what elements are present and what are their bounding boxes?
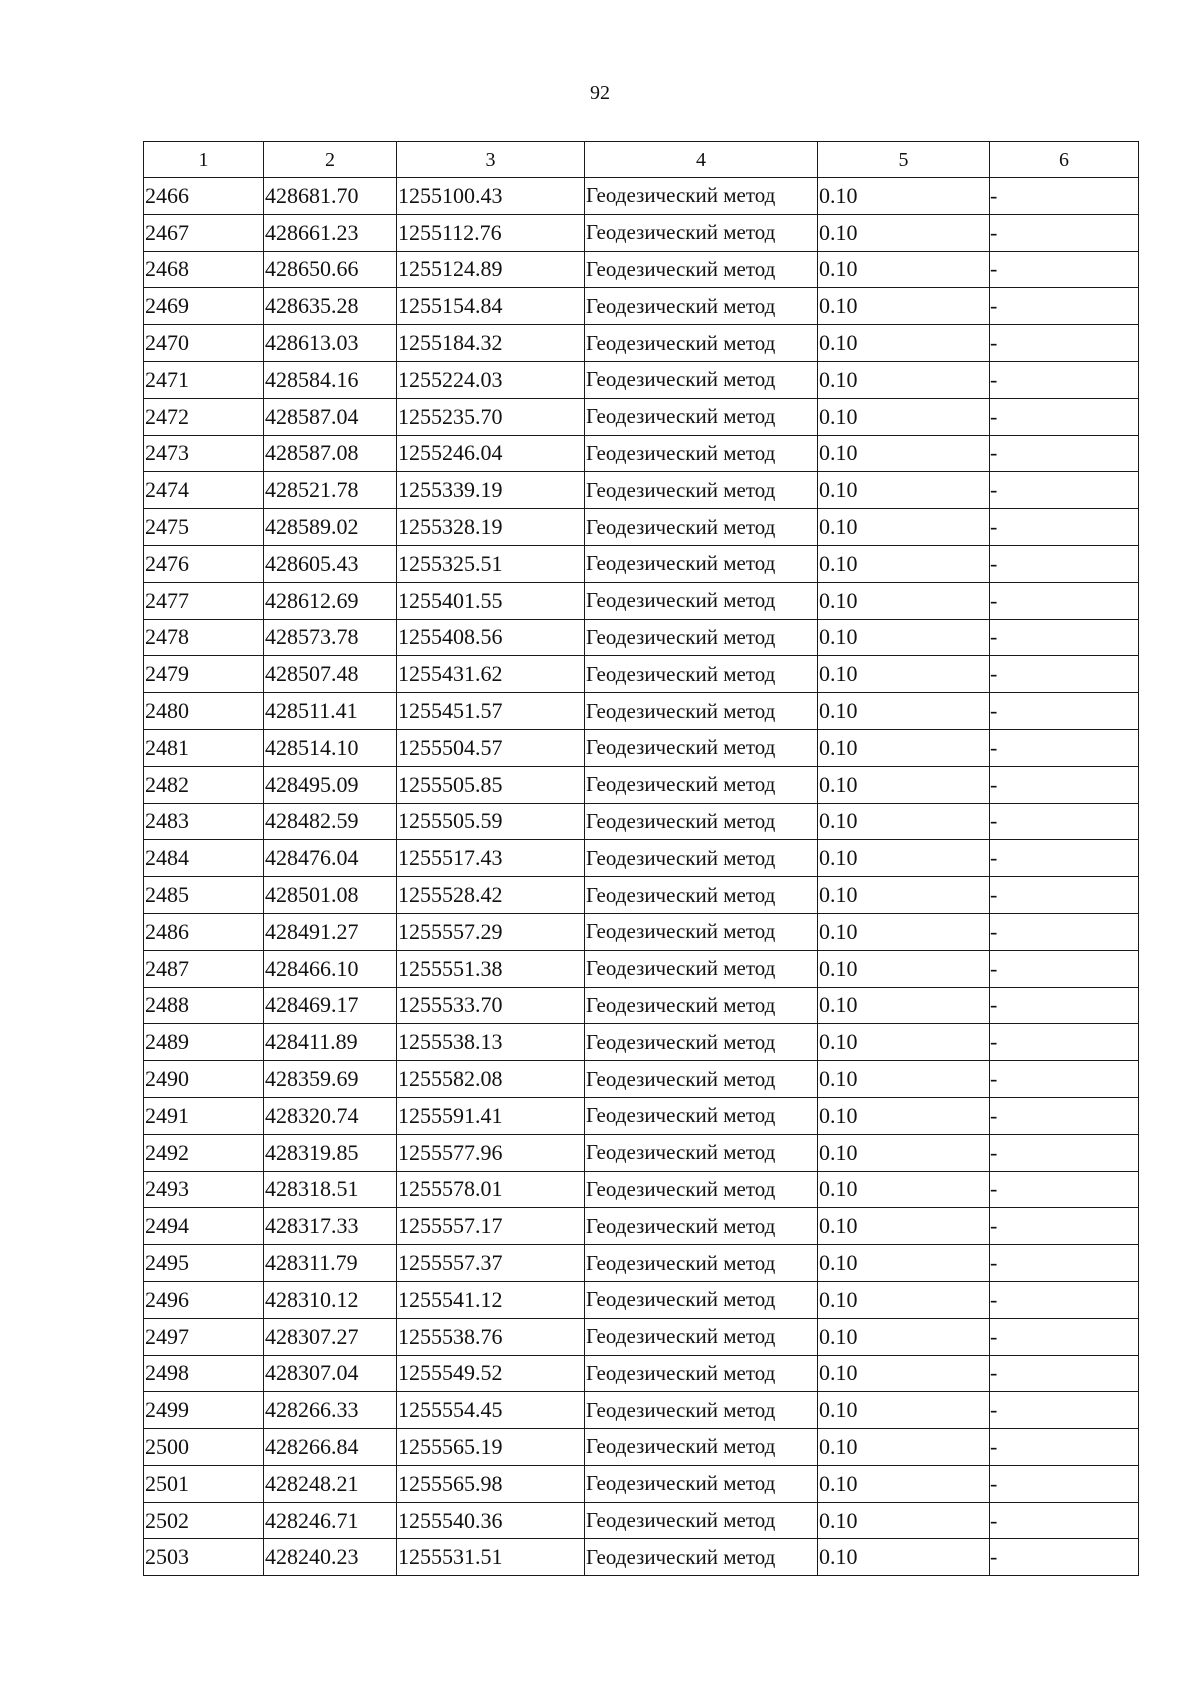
column-header-2: 2 (264, 142, 397, 178)
accuracy-cell: 0.10 (818, 619, 990, 656)
point-number-cell: 2470 (144, 325, 264, 362)
accuracy-cell: 0.10 (818, 398, 990, 435)
note-cell: - (990, 398, 1139, 435)
x-coordinate-cell: 428320.74 (264, 1097, 397, 1134)
note-cell: - (990, 1429, 1139, 1466)
method-cell: Геодезический метод (585, 214, 818, 251)
table-row (144, 729, 1139, 766)
accuracy-cell: 0.10 (818, 1281, 990, 1318)
method-cell: Геодезический метод (585, 1539, 818, 1576)
header-row (144, 142, 1139, 178)
table-row (144, 251, 1139, 288)
note-cell: - (990, 178, 1139, 215)
point-number-cell: 2482 (144, 766, 264, 803)
method-cell: Геодезический метод (585, 545, 818, 582)
note-cell: - (990, 729, 1139, 766)
point-number-cell: 2488 (144, 987, 264, 1024)
method-cell: Геодезический метод (585, 950, 818, 987)
accuracy-cell: 0.10 (818, 361, 990, 398)
note-cell: - (990, 987, 1139, 1024)
table-row (144, 913, 1139, 950)
y-coordinate-cell: 1255549.52 (397, 1355, 585, 1392)
x-coordinate-cell: 428319.85 (264, 1134, 397, 1171)
point-number-cell: 2492 (144, 1134, 264, 1171)
x-coordinate-cell: 428584.16 (264, 361, 397, 398)
accuracy-cell: 0.10 (818, 1539, 990, 1576)
point-number-cell: 2487 (144, 950, 264, 987)
accuracy-cell: 0.10 (818, 913, 990, 950)
y-coordinate-cell: 1255557.29 (397, 913, 585, 950)
note-cell: - (990, 582, 1139, 619)
table-row (144, 693, 1139, 730)
point-number-cell: 2503 (144, 1539, 264, 1576)
x-coordinate-cell: 428587.04 (264, 398, 397, 435)
note-cell: - (990, 288, 1139, 325)
method-cell: Геодезический метод (585, 1097, 818, 1134)
y-coordinate-cell: 1255582.08 (397, 1061, 585, 1098)
method-cell: Геодезический метод (585, 472, 818, 509)
y-coordinate-cell: 1255591.41 (397, 1097, 585, 1134)
x-coordinate-cell: 428266.33 (264, 1392, 397, 1429)
table-row (144, 435, 1139, 472)
method-cell: Геодезический метод (585, 656, 818, 693)
table-row (144, 288, 1139, 325)
note-cell: - (990, 1465, 1139, 1502)
method-cell: Геодезический метод (585, 1318, 818, 1355)
point-number-cell: 2498 (144, 1355, 264, 1392)
column-header-6: 6 (990, 142, 1139, 178)
y-coordinate-cell: 1255328.19 (397, 509, 585, 546)
x-coordinate-cell: 428587.08 (264, 435, 397, 472)
table-row (144, 1097, 1139, 1134)
y-coordinate-cell: 1255541.12 (397, 1281, 585, 1318)
table-row (144, 803, 1139, 840)
note-cell: - (990, 1171, 1139, 1208)
accuracy-cell: 0.10 (818, 1061, 990, 1098)
accuracy-cell: 0.10 (818, 877, 990, 914)
accuracy-cell: 0.10 (818, 509, 990, 546)
accuracy-cell: 0.10 (818, 840, 990, 877)
method-cell: Геодезический метод (585, 619, 818, 656)
note-cell: - (990, 1061, 1139, 1098)
note-cell: - (990, 950, 1139, 987)
y-coordinate-cell: 1255401.55 (397, 582, 585, 619)
method-cell: Геодезический метод (585, 729, 818, 766)
point-number-cell: 2490 (144, 1061, 264, 1098)
x-coordinate-cell: 428681.70 (264, 178, 397, 215)
x-coordinate-cell: 428307.04 (264, 1355, 397, 1392)
accuracy-cell: 0.10 (818, 1245, 990, 1282)
note-cell: - (990, 1281, 1139, 1318)
table-row (144, 472, 1139, 509)
page-number: 92 (590, 82, 610, 104)
point-number-cell: 2477 (144, 582, 264, 619)
point-number-cell: 2481 (144, 729, 264, 766)
method-cell: Геодезический метод (585, 1429, 818, 1466)
note-cell: - (990, 693, 1139, 730)
x-coordinate-cell: 428507.48 (264, 656, 397, 693)
method-cell: Геодезический метод (585, 251, 818, 288)
point-number-cell: 2502 (144, 1502, 264, 1539)
x-coordinate-cell: 428661.23 (264, 214, 397, 251)
point-number-cell: 2499 (144, 1392, 264, 1429)
y-coordinate-cell: 1255551.38 (397, 950, 585, 987)
method-cell: Геодезический метод (585, 766, 818, 803)
table-row (144, 1208, 1139, 1245)
y-coordinate-cell: 1255538.13 (397, 1024, 585, 1061)
point-number-cell: 2491 (144, 1097, 264, 1134)
method-cell: Геодезический метод (585, 913, 818, 950)
point-number-cell: 2466 (144, 178, 264, 215)
column-header-3: 3 (397, 142, 585, 178)
point-number-cell: 2478 (144, 619, 264, 656)
point-number-cell: 2483 (144, 803, 264, 840)
x-coordinate-cell: 428613.03 (264, 325, 397, 362)
x-coordinate-cell: 428650.66 (264, 251, 397, 288)
point-number-cell: 2497 (144, 1318, 264, 1355)
point-number-cell: 2500 (144, 1429, 264, 1466)
x-coordinate-cell: 428605.43 (264, 545, 397, 582)
x-coordinate-cell: 428476.04 (264, 840, 397, 877)
y-coordinate-cell: 1255154.84 (397, 288, 585, 325)
column-header-4: 4 (585, 142, 818, 178)
x-coordinate-cell: 428246.71 (264, 1502, 397, 1539)
table-row (144, 545, 1139, 582)
method-cell: Геодезический метод (585, 877, 818, 914)
table-row (144, 877, 1139, 914)
point-number-cell: 2493 (144, 1171, 264, 1208)
point-number-cell: 2479 (144, 656, 264, 693)
coordinates-table (143, 141, 1139, 1576)
table-row (144, 1024, 1139, 1061)
point-number-cell: 2473 (144, 435, 264, 472)
note-cell: - (990, 1355, 1139, 1392)
x-coordinate-cell: 428501.08 (264, 877, 397, 914)
note-cell: - (990, 803, 1139, 840)
y-coordinate-cell: 1255554.45 (397, 1392, 585, 1429)
table-row (144, 214, 1139, 251)
table-row (144, 1502, 1139, 1539)
point-number-cell: 2486 (144, 913, 264, 950)
method-cell: Геодезический метод (585, 1024, 818, 1061)
accuracy-cell: 0.10 (818, 1502, 990, 1539)
method-cell: Геодезический метод (585, 435, 818, 472)
table-row (144, 766, 1139, 803)
point-number-cell: 2501 (144, 1465, 264, 1502)
accuracy-cell: 0.10 (818, 1429, 990, 1466)
column-header-5: 5 (818, 142, 990, 178)
x-coordinate-cell: 428511.41 (264, 693, 397, 730)
point-number-cell: 2484 (144, 840, 264, 877)
note-cell: - (990, 1245, 1139, 1282)
note-cell: - (990, 1134, 1139, 1171)
y-coordinate-cell: 1255224.03 (397, 361, 585, 398)
method-cell: Геодезический метод (585, 840, 818, 877)
note-cell: - (990, 509, 1139, 546)
y-coordinate-cell: 1255431.62 (397, 656, 585, 693)
table-row (144, 1061, 1139, 1098)
x-coordinate-cell: 428495.09 (264, 766, 397, 803)
method-cell: Геодезический метод (585, 509, 818, 546)
point-number-cell: 2496 (144, 1281, 264, 1318)
point-number-cell: 2468 (144, 251, 264, 288)
note-cell: - (990, 1097, 1139, 1134)
table-row (144, 1355, 1139, 1392)
method-cell: Геодезический метод (585, 1208, 818, 1245)
table-row (144, 987, 1139, 1024)
note-cell: - (990, 877, 1139, 914)
table-row (144, 1318, 1139, 1355)
x-coordinate-cell: 428307.27 (264, 1318, 397, 1355)
note-cell: - (990, 840, 1139, 877)
table-row (144, 325, 1139, 362)
point-number-cell: 2476 (144, 545, 264, 582)
table-row (144, 1465, 1139, 1502)
note-cell: - (990, 361, 1139, 398)
note-cell: - (990, 1502, 1139, 1539)
table-row (144, 619, 1139, 656)
method-cell: Геодезический метод (585, 1171, 818, 1208)
x-coordinate-cell: 428359.69 (264, 1061, 397, 1098)
note-cell: - (990, 1208, 1139, 1245)
y-coordinate-cell: 1255112.76 (397, 214, 585, 251)
y-coordinate-cell: 1255528.42 (397, 877, 585, 914)
point-number-cell: 2474 (144, 472, 264, 509)
note-cell: - (990, 325, 1139, 362)
x-coordinate-cell: 428491.27 (264, 913, 397, 950)
point-number-cell: 2475 (144, 509, 264, 546)
x-coordinate-cell: 428318.51 (264, 1171, 397, 1208)
y-coordinate-cell: 1255504.57 (397, 729, 585, 766)
accuracy-cell: 0.10 (818, 1024, 990, 1061)
point-number-cell: 2472 (144, 398, 264, 435)
note-cell: - (990, 1318, 1139, 1355)
accuracy-cell: 0.10 (818, 1465, 990, 1502)
note-cell: - (990, 214, 1139, 251)
method-cell: Геодезический метод (585, 693, 818, 730)
y-coordinate-cell: 1255531.51 (397, 1539, 585, 1576)
y-coordinate-cell: 1255533.70 (397, 987, 585, 1024)
table-row (144, 1281, 1139, 1318)
x-coordinate-cell: 428514.10 (264, 729, 397, 766)
table-row (144, 1429, 1139, 1466)
x-coordinate-cell: 428589.02 (264, 509, 397, 546)
note-cell: - (990, 1392, 1139, 1429)
method-cell: Геодезический метод (585, 361, 818, 398)
accuracy-cell: 0.10 (818, 1392, 990, 1429)
point-number-cell: 2480 (144, 693, 264, 730)
accuracy-cell: 0.10 (818, 803, 990, 840)
note-cell: - (990, 656, 1139, 693)
method-cell: Геодезический метод (585, 325, 818, 362)
table-row (144, 582, 1139, 619)
note-cell: - (990, 472, 1139, 509)
x-coordinate-cell: 428635.28 (264, 288, 397, 325)
note-cell: - (990, 435, 1139, 472)
accuracy-cell: 0.10 (818, 766, 990, 803)
method-cell: Геодезический метод (585, 398, 818, 435)
accuracy-cell: 0.10 (818, 545, 990, 582)
note-cell: - (990, 1539, 1139, 1576)
x-coordinate-cell: 428469.17 (264, 987, 397, 1024)
table-row (144, 361, 1139, 398)
method-cell: Геодезический метод (585, 1061, 818, 1098)
y-coordinate-cell: 1255557.17 (397, 1208, 585, 1245)
accuracy-cell: 0.10 (818, 251, 990, 288)
accuracy-cell: 0.10 (818, 1097, 990, 1134)
y-coordinate-cell: 1255565.19 (397, 1429, 585, 1466)
x-coordinate-cell: 428317.33 (264, 1208, 397, 1245)
table-row (144, 1539, 1139, 1576)
y-coordinate-cell: 1255408.56 (397, 619, 585, 656)
point-number-cell: 2469 (144, 288, 264, 325)
column-header-1: 1 (144, 142, 264, 178)
x-coordinate-cell: 428248.21 (264, 1465, 397, 1502)
x-coordinate-cell: 428310.12 (264, 1281, 397, 1318)
y-coordinate-cell: 1255540.36 (397, 1502, 585, 1539)
accuracy-cell: 0.10 (818, 325, 990, 362)
y-coordinate-cell: 1255100.43 (397, 178, 585, 215)
y-coordinate-cell: 1255565.98 (397, 1465, 585, 1502)
method-cell: Геодезический метод (585, 1355, 818, 1392)
y-coordinate-cell: 1255451.57 (397, 693, 585, 730)
method-cell: Геодезический метод (585, 1245, 818, 1282)
note-cell: - (990, 1024, 1139, 1061)
method-cell: Геодезический метод (585, 1392, 818, 1429)
table-row (144, 656, 1139, 693)
note-cell: - (990, 619, 1139, 656)
accuracy-cell: 0.10 (818, 178, 990, 215)
point-number-cell: 2489 (144, 1024, 264, 1061)
x-coordinate-cell: 428266.84 (264, 1429, 397, 1466)
method-cell: Геодезический метод (585, 803, 818, 840)
point-number-cell: 2494 (144, 1208, 264, 1245)
method-cell: Геодезический метод (585, 1281, 818, 1318)
method-cell: Геодезический метод (585, 1502, 818, 1539)
accuracy-cell: 0.10 (818, 729, 990, 766)
accuracy-cell: 0.10 (818, 1208, 990, 1245)
y-coordinate-cell: 1255557.37 (397, 1245, 585, 1282)
table-row (144, 950, 1139, 987)
table-row (144, 1134, 1139, 1171)
x-coordinate-cell: 428573.78 (264, 619, 397, 656)
note-cell: - (990, 251, 1139, 288)
accuracy-cell: 0.10 (818, 693, 990, 730)
x-coordinate-cell: 428521.78 (264, 472, 397, 509)
accuracy-cell: 0.10 (818, 1171, 990, 1208)
y-coordinate-cell: 1255505.59 (397, 803, 585, 840)
table-body (144, 178, 1139, 1576)
y-coordinate-cell: 1255577.96 (397, 1134, 585, 1171)
table-row (144, 840, 1139, 877)
y-coordinate-cell: 1255339.19 (397, 472, 585, 509)
y-coordinate-cell: 1255505.85 (397, 766, 585, 803)
accuracy-cell: 0.10 (818, 987, 990, 1024)
y-coordinate-cell: 1255578.01 (397, 1171, 585, 1208)
y-coordinate-cell: 1255538.76 (397, 1318, 585, 1355)
accuracy-cell: 0.10 (818, 950, 990, 987)
x-coordinate-cell: 428466.10 (264, 950, 397, 987)
table-row (144, 398, 1139, 435)
accuracy-cell: 0.10 (818, 472, 990, 509)
table-row (144, 1392, 1139, 1429)
x-coordinate-cell: 428612.69 (264, 582, 397, 619)
accuracy-cell: 0.10 (818, 1355, 990, 1392)
note-cell: - (990, 766, 1139, 803)
x-coordinate-cell: 428311.79 (264, 1245, 397, 1282)
accuracy-cell: 0.10 (818, 214, 990, 251)
y-coordinate-cell: 1255246.04 (397, 435, 585, 472)
accuracy-cell: 0.10 (818, 656, 990, 693)
table-row (144, 178, 1139, 215)
method-cell: Геодезический метод (585, 1465, 818, 1502)
y-coordinate-cell: 1255325.51 (397, 545, 585, 582)
note-cell: - (990, 545, 1139, 582)
y-coordinate-cell: 1255235.70 (397, 398, 585, 435)
point-number-cell: 2467 (144, 214, 264, 251)
x-coordinate-cell: 428482.59 (264, 803, 397, 840)
y-coordinate-cell: 1255517.43 (397, 840, 585, 877)
x-coordinate-cell: 428411.89 (264, 1024, 397, 1061)
accuracy-cell: 0.10 (818, 288, 990, 325)
method-cell: Геодезический метод (585, 582, 818, 619)
accuracy-cell: 0.10 (818, 1134, 990, 1171)
note-cell: - (990, 913, 1139, 950)
accuracy-cell: 0.10 (818, 435, 990, 472)
point-number-cell: 2471 (144, 361, 264, 398)
accuracy-cell: 0.10 (818, 1318, 990, 1355)
table-row (144, 509, 1139, 546)
method-cell: Геодезический метод (585, 288, 818, 325)
y-coordinate-cell: 1255184.32 (397, 325, 585, 362)
accuracy-cell: 0.10 (818, 582, 990, 619)
x-coordinate-cell: 428240.23 (264, 1539, 397, 1576)
table-row (144, 1171, 1139, 1208)
method-cell: Геодезический метод (585, 178, 818, 215)
y-coordinate-cell: 1255124.89 (397, 251, 585, 288)
point-number-cell: 2495 (144, 1245, 264, 1282)
method-cell: Геодезический метод (585, 987, 818, 1024)
table-row (144, 1245, 1139, 1282)
method-cell: Геодезический метод (585, 1134, 818, 1171)
point-number-cell: 2485 (144, 877, 264, 914)
